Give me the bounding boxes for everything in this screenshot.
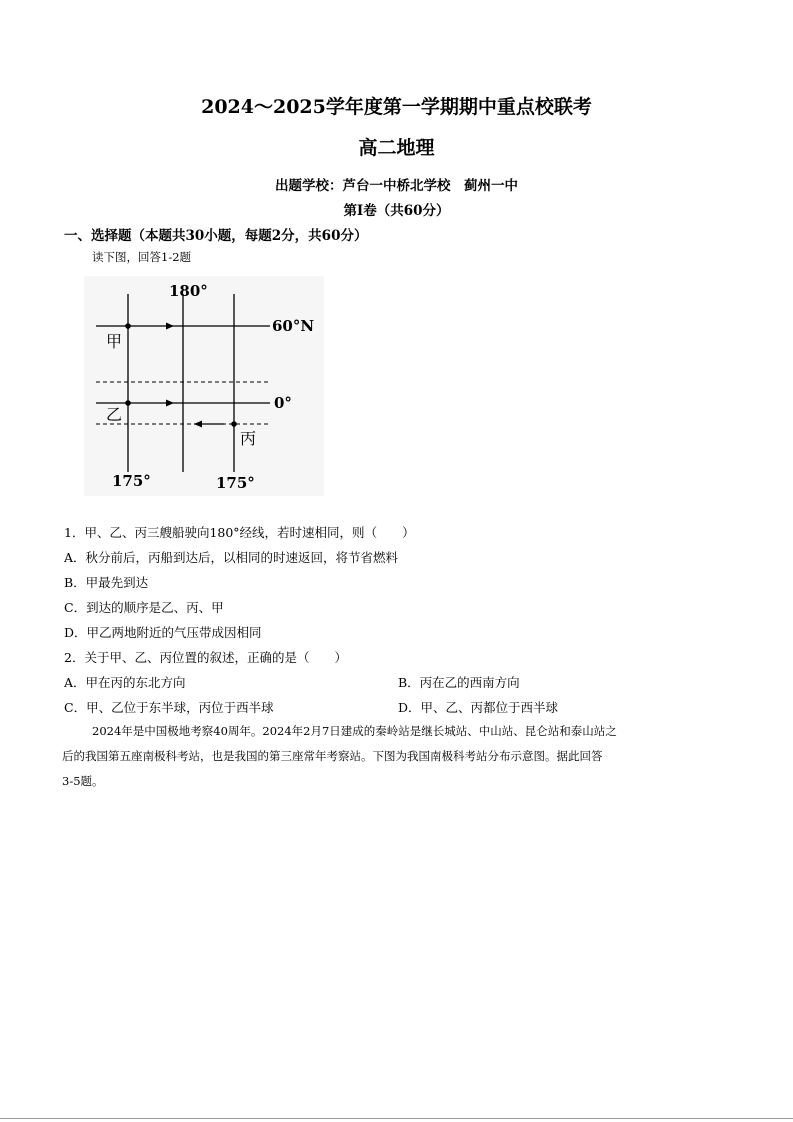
question-2-option-b: B．丙在乙的西南方向 — [398, 675, 520, 690]
question-1-option-b: B．甲最先到达 — [64, 575, 149, 590]
passage-line-2: 后的我国第五座南极科考站，也是我国的第三座常年考察站。下图为我国南极科考站分布示意图。据此回答 — [62, 749, 603, 763]
question-1-option-d: D．甲乙两地附近的气压带成因相同 — [64, 625, 262, 640]
figure-intro: 读下图，回答1-2题 — [92, 250, 192, 264]
lat-long-diagram — [84, 276, 324, 496]
question-1-option-c: C．到达的顺序是乙、丙、甲 — [64, 600, 224, 615]
question-1-stem: 1．甲、乙、丙三艘船驶向180°经线，若时速相同，则（ ） — [64, 525, 415, 540]
page-bottom-rule — [0, 1118, 793, 1119]
label-jia: 甲 — [106, 332, 123, 351]
label-175-right: 175° — [216, 474, 255, 492]
question-2-option-d: D．甲、乙、丙都位于西半球 — [398, 700, 559, 715]
point-jia — [125, 323, 131, 329]
passage-line-1: 2024年是中国极地考察40周年。2024年2月7日建成的秦岭站是继长城站、中山站、昆仑站和泰山站之 — [92, 724, 617, 738]
passage-line-3: 3-5题。 — [62, 774, 104, 788]
label-yi: 乙 — [106, 405, 123, 424]
label-equator: 0° — [274, 394, 292, 412]
section-heading: 一、选择题（本题共30小题，每题2分，共60分） — [64, 228, 368, 244]
school-names: 出题学校：芦台一中桥北学校 蓟州一中 — [275, 178, 518, 194]
label-bing: 丙 — [240, 429, 257, 448]
question-2-stem: 2．关于甲、乙、丙位置的叙述，正确的是（ ） — [64, 650, 347, 665]
figure-background — [84, 276, 324, 496]
label-175-left: 175° — [112, 472, 151, 490]
question-2-option-a: A．甲在丙的东北方向 — [64, 675, 186, 690]
point-bing — [231, 421, 237, 427]
label-180: 180° — [169, 282, 208, 300]
point-yi — [125, 400, 131, 406]
question-1-option-a: A．秋分前后，丙船到达后，以相同的时速返回，将节省燃料 — [64, 550, 399, 565]
exam-title: 2024～2025学年度第一学期期中重点校联考 — [201, 96, 592, 118]
volume-heading: 第Ⅰ卷（共60分） — [343, 203, 450, 219]
label-60n: 60°N — [272, 317, 315, 335]
question-2-option-c: C．甲、乙位于东半球，丙位于西半球 — [64, 700, 274, 715]
subject-title: 高二地理 — [358, 137, 435, 159]
